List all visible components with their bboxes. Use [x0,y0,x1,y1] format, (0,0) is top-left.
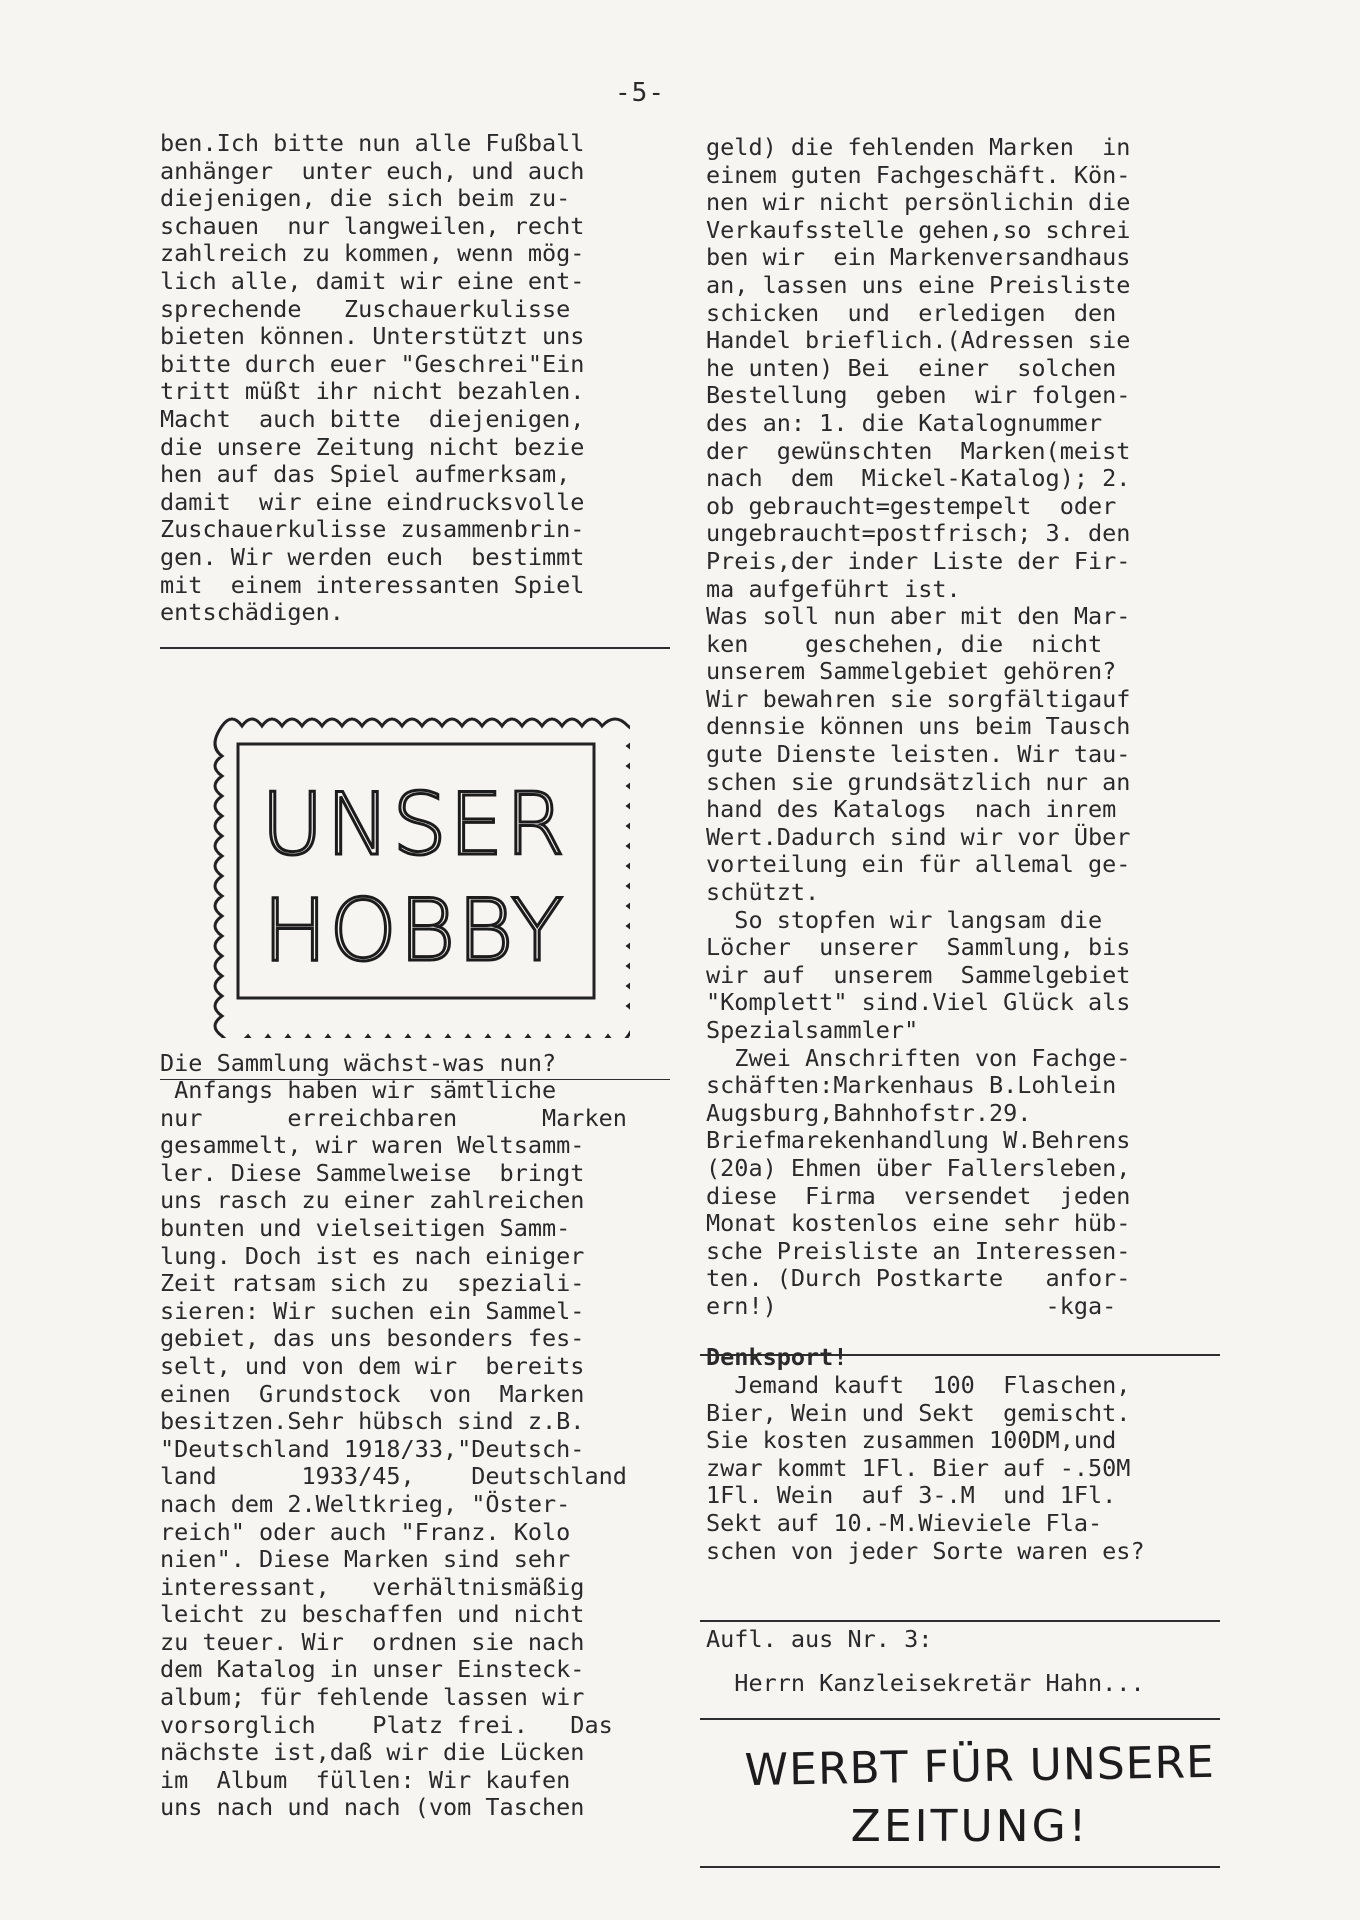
page-number: -5- [615,78,665,108]
erratum-heading: Aufl. aus Nr. 3: [706,1625,933,1653]
left-divider-rule [160,647,670,649]
erratum-divider-rule [700,1620,1220,1622]
banner-top-rule [700,1718,1220,1720]
stamp-title-line2: HOBBY [262,881,566,981]
left-column-body-text: Anfangs haben wir sämtliche nur erreichbaren Marken gesammelt, wir waren Weltsamm- ler. Diese Sammelweise bringt uns rasch zu einer zahlreichen bunten und vielseitigen Samm- lung. Doch ist es nach einiger Zeit ratsam sich zu speziali- sieren: Wir suchen ein Sammel- gebiet, das uns besonders fes- selt, und von dem wir bereits einen Grundstock von Marken besitzen.Sehr hübsch sind z.B. "Deutschland 1918/33,"Deutsch- land 1933/45, Deutschland nach dem 2.Weltkrieg, "Öster- reich" oder auch "Franz. Kolo nien". Diese Marken sind sehr interessant, verhältnismäßig leicht zu beschaffen und nicht zu teuer. Wir ordnen sie nach dem Katalog in unser Einsteck- album; für fehlende lassen wir vorsorglich Platz frei. Das nächste ist,daß wir die Lücken im Album füllen: Wir kaufen uns nach und nach (vom Taschen [160,1076,627,1822]
right-column-main-text: geld) die fehlenden Marken in einem guten Fachgeschäft. Kön- nen wir nicht persönlichin die Verkaufsstelle gehen,so schrei ben wir ein Markenversandhaus an, lassen uns eine Preisliste schicken und erledigen den Handel brieflich.(Adressen sie he unten) Bei einer solchen Bestellung geben wir folgen- des an: 1. die Katalognummer der gewünschten Marken(meist nach dem Mickel-Katalog); 2. ob gebraucht=gestempelt oder ungebraucht=postfrisch; 3. den Preis,der inder Liste der Fir- ma aufgeführt ist. Was soll nun aber mit den Mar- ken geschehen, die nicht unserem Sammelgebiet gehören? Wir bewahren sie sorgfältigauf dennsie können uns beim Tausch gute Dienste leisten. Wir tau- schen sie grundsätzlich nur an hand des Katalogs nach inrem Wert.Dadurch sind wir vor Über vorteilung ein für allemal ge- schützt. So stopfen wir langsam die Löcher unserer Sammlung, bis wir auf unserem Sammelgebiet "Komplett" sind.Viel Glück als Spezialsammler" Zwei Anschriften von Fachge- schäften:Markenhaus B.Lohlein Augsburg,Bahnhofstr.29. Briefmarekenhandlung W.Behrens (20a) Ehmen über Fallersleben, diese Firma versendet jeden Monat kostenlos eine sehr hüb- sche Preisliste an Interessen- ten. (Durch Postkarte anfor- ern!) -kga- [706,133,1131,1320]
banner-bottom-rule [700,1866,1220,1868]
puzzle-heading: Denksport! [706,1343,848,1371]
banner-line1: WERBT FÜR UNSERE [744,1736,1216,1797]
stamp-title-line1: UNSER [261,775,567,875]
banner-line2: ZEITUNG! [850,1801,1090,1852]
erratum-text: Herrn Kanzleisekretär Hahn... [706,1669,1145,1697]
puzzle-text: Jemand kauft 100 Flaschen, Bier, Wein und Sekt gemischt. Sie kosten zusammen 100DM,und zwar kommt 1Fl. Bier auf -.50M 1Fl. Wein auf 3-.M und 1Fl. Sekt auf 10.-M.Wieviele Fla- schen von jeder Sorte waren es? [706,1371,1145,1565]
werbt-banner [700,1726,1260,1856]
stamp-perforated-border [215,719,630,1038]
unser-hobby-stamp [200,704,630,1038]
section-heading: Die Sammlung wächst-was nun? [160,1049,557,1077]
left-column-intro-text: ben.Ich bitte nun alle Fußball anhänger unter euch, und auch diejenigen, die sich beim zu- schauen nur langweilen, recht zahlreich zu kommen, wenn mög- lich alle, damit wir eine ent- sprechende Zuschauerkulisse bieten können. Unterstützt uns bitte durch euer "Geschrei"Ein tritt müßt ihr nicht bezahlen. Macht auch bitte diejenigen, die unsere Zeitung nicht bezie hen auf das Spiel aufmerksam, damit wir eine eindrucksvolle Zuschauerkulisse zusammenbrin- gen. Wir werden euch bestimmt mit einem interessanten Spiel entschädigen. [160,129,585,627]
